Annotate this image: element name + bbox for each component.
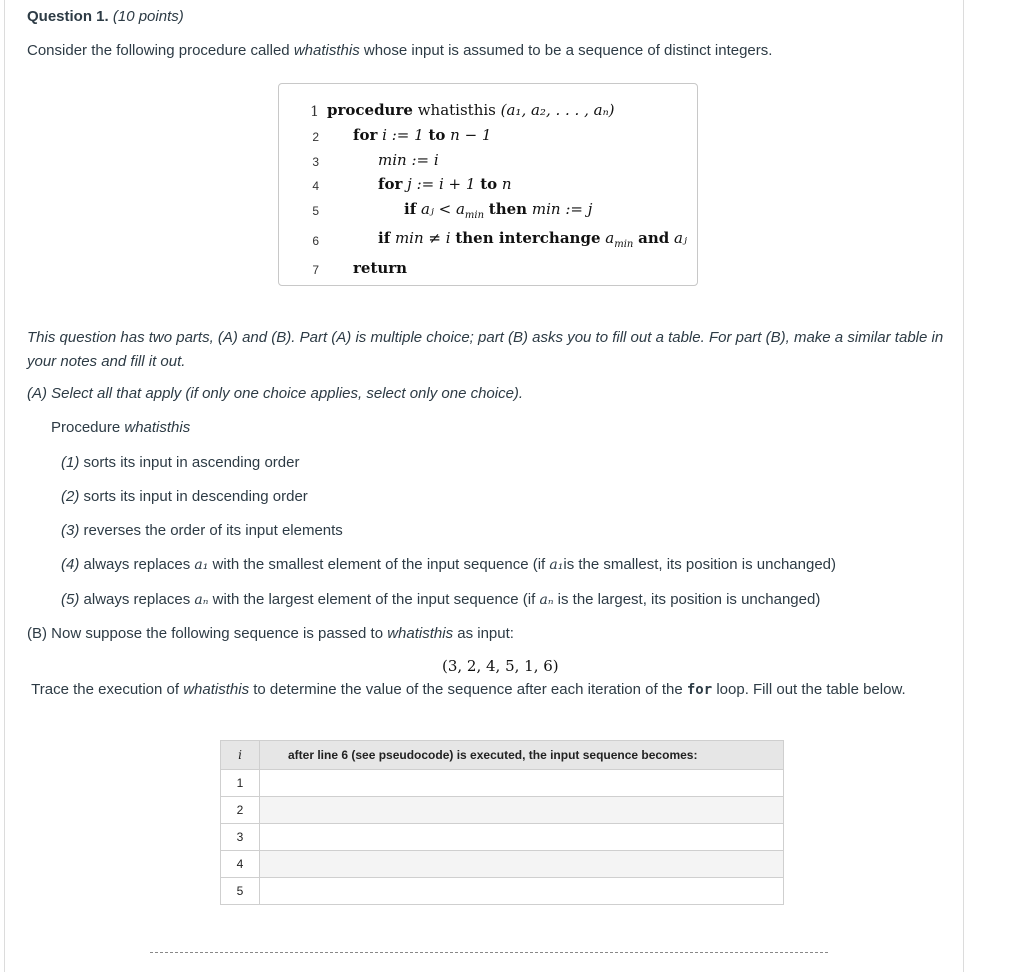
row-index: 2 — [221, 797, 260, 824]
line-number-7: 7 — [312, 263, 319, 277]
row-answer-cell[interactable] — [260, 878, 784, 905]
header-description: after line 6 (see pseudocode) is executed, the input sequence becomes: — [260, 741, 784, 770]
line-number-2: 2 — [312, 130, 319, 144]
row-index: 4 — [221, 851, 260, 878]
code-line-6: if min ≠ i then interchange $a_{min}$ and aⱼ — [378, 229, 687, 250]
code-line-2: for i := 1 to n − 1 — [353, 126, 492, 144]
part-a-heading: (A) Select all that apply (if only one choice applies, select only one choice). — [27, 385, 524, 402]
code-line-7: return — [353, 259, 408, 277]
table-row — [221, 797, 784, 824]
pseudocode-box — [278, 83, 698, 286]
choice-3[interactable]: (3) reverses the order of its input elements — [61, 522, 343, 539]
row-answer-cell[interactable] — [260, 797, 784, 824]
code-line-4: for j := i + 1 to n — [378, 175, 512, 193]
trace-table — [220, 740, 784, 905]
row-index: 1 — [221, 770, 260, 797]
line-number-3: 3 — [312, 155, 319, 169]
dashed-separator — [150, 952, 828, 953]
table-row — [221, 824, 784, 851]
choice-1[interactable]: (1) sorts its input in ascending order — [61, 454, 300, 471]
header-i: i — [221, 741, 260, 770]
code-line-5: if aⱼ < $a_{min}$ then min := j — [404, 200, 593, 221]
question-panel — [4, 0, 964, 972]
table-row — [221, 770, 784, 797]
part-b-heading: (B) Now suppose the following sequence is passed to whatisthis as input: — [27, 625, 514, 642]
code-line-1: procedure whatisthis (a₁, a₂, . . . , aₙ) — [327, 101, 615, 119]
trace-instructions: Trace the execution of whatisthis to determine the value of the sequence after each iteration of the for loop. Fill out the table below. — [31, 681, 906, 698]
row-answer-cell[interactable] — [260, 770, 784, 797]
instructions-two-parts: This question has two parts, (A) and (B). Part (A) is multiple choice; part (B) asks you to fill out a table. For part (B), make a similar table in your notes and fill it out. — [27, 329, 944, 370]
table-row — [221, 878, 784, 905]
choice-2[interactable]: (2) sorts its input in descending order — [61, 488, 308, 505]
choice-4[interactable]: (4) always replaces a₁ with the smallest element of the input sequence (if a₁is the smallest, its position is unchanged) — [61, 556, 836, 573]
question-intro: Consider the following procedure called whatisthis whose input is assumed to be a sequence of distinct integers. — [27, 42, 773, 59]
row-index: 3 — [221, 824, 260, 851]
line-number-4: 4 — [312, 179, 319, 193]
code-line-3: min := i — [378, 151, 439, 169]
line-number-5: 5 — [312, 204, 319, 218]
line-number-6: 6 — [312, 234, 319, 248]
question-title: Question 1. (10 points) — [27, 8, 184, 25]
input-sequence: (3, 2, 4, 5, 1, 6) — [442, 657, 559, 675]
table-row — [221, 851, 784, 878]
row-answer-cell[interactable] — [260, 824, 784, 851]
table-header-row — [221, 741, 784, 770]
line-number-1: 1 — [310, 104, 319, 120]
procedure-label: Procedure whatisthis — [51, 419, 191, 436]
row-index: 5 — [221, 878, 260, 905]
row-answer-cell[interactable] — [260, 851, 784, 878]
choice-5[interactable]: (5) always replaces aₙ with the largest element of the input sequence (if aₙ is the largest, its position is unchanged) — [61, 591, 821, 608]
